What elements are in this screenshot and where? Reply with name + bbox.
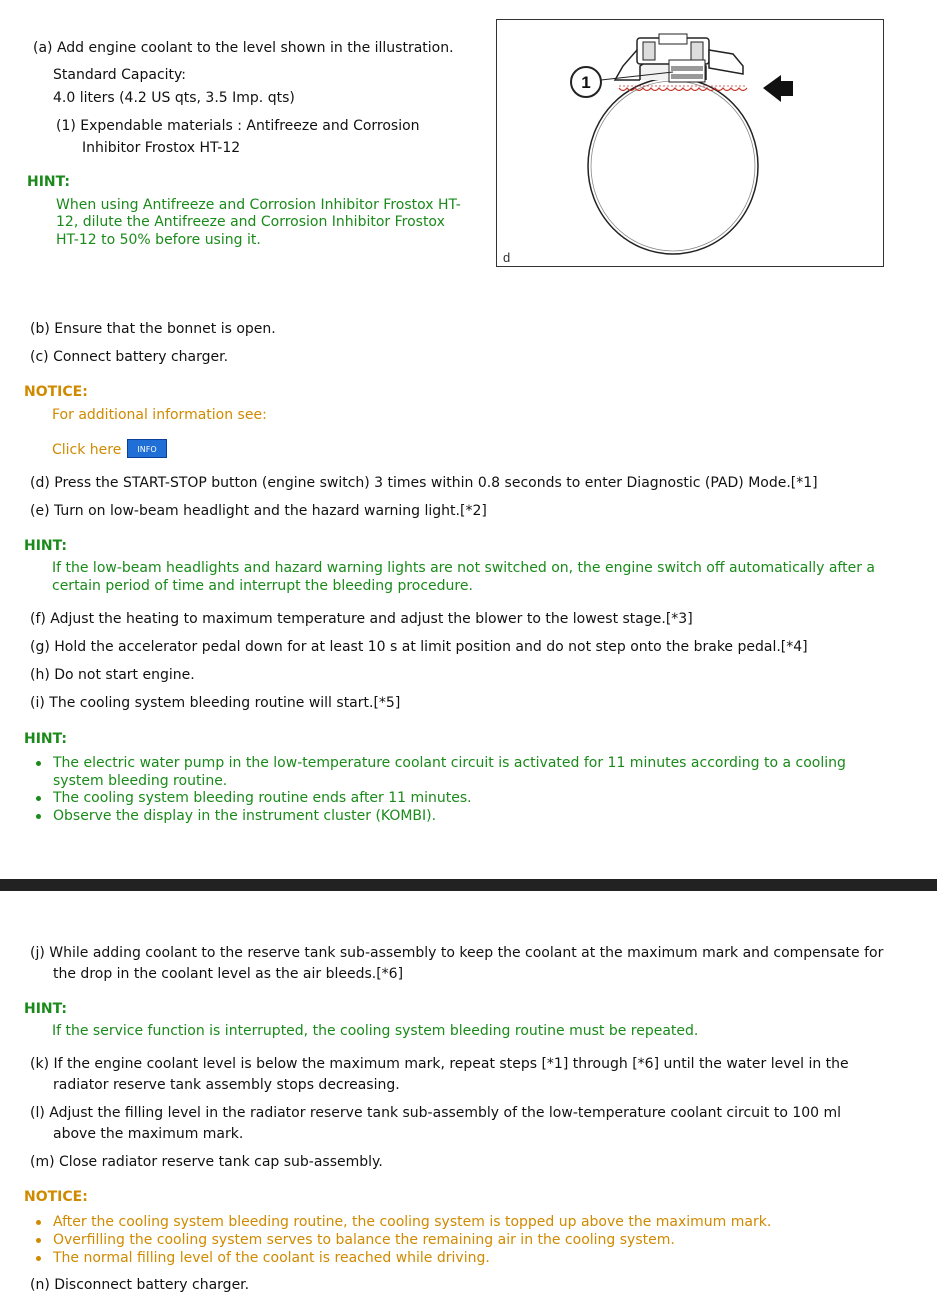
- step-j-cont: the drop in the coolant level as the air bleeds.[*6]: [53, 966, 404, 982]
- hint-label: HINT:: [27, 174, 71, 190]
- step-n: (n) Disconnect battery charger.: [30, 1277, 250, 1293]
- step-l: (l) Adjust the filling level in the radiator reserve tank sub-assembly of the low-temperature coolant circuit to 100 ml: [30, 1105, 842, 1121]
- level-arrow-icon: [763, 75, 793, 102]
- step-c: (c) Connect battery charger.: [30, 349, 229, 365]
- step-e: (e) Turn on low-beam headlight and the hazard warning light.[*2]: [30, 503, 487, 519]
- notice-text: For additional information see:: [52, 407, 267, 423]
- coolant-level-illustration: [496, 19, 884, 267]
- hint-text-line: If the service function is interrupted, the cooling system bleeding routine must be repeated.: [52, 1023, 699, 1039]
- reserve-tank-drawing: [497, 20, 883, 266]
- hint-label: HINT:: [24, 731, 68, 747]
- hint-bullet-text: Observe the display in the instrument cluster (KOMBI).: [53, 808, 437, 824]
- bullet-icon: [36, 1256, 41, 1261]
- step-f: (f) Adjust the heating to maximum temperature and adjust the blower to the lowest stage.[*3]: [30, 611, 693, 627]
- step-a-title: (a) Add engine coolant to the level shown in the illustration.: [33, 40, 454, 56]
- figure-corner-label: d: [503, 250, 511, 265]
- step-l-cont: above the maximum mark.: [53, 1126, 244, 1142]
- notice-bullet-text: Overfilling the cooling system serves to balance the remaining air in the cooling system.: [53, 1232, 675, 1248]
- hint-bullet-text: system bleeding routine.: [53, 773, 228, 789]
- hint-bullet-text: The electric water pump in the low-temperature coolant circuit is activated for 11 minutes according to a cooling: [53, 755, 846, 771]
- step-j: (j) While adding coolant to the reserve tank sub-assembly to keep the coolant at the maximum mark and compensate for: [30, 945, 884, 961]
- hint-text-line: 12, dilute the Antifreeze and Corrosion Inhibitor Frostox: [56, 214, 445, 230]
- hint-label: HINT:: [24, 538, 68, 554]
- notice-label: NOTICE:: [24, 384, 88, 400]
- notice-bullet-text: The normal filling level of the coolant is reached while driving.: [53, 1250, 490, 1266]
- capacity-label: Standard Capacity:: [53, 67, 187, 83]
- step-m: (m) Close radiator reserve tank cap sub-assembly.: [30, 1154, 383, 1170]
- capacity-value: 4.0 liters (4.2 US qts, 3.5 Imp. qts): [53, 90, 295, 106]
- hint-text-line: If the low-beam headlights and hazard warning lights are not switched on, the engine switch off automatically after a: [52, 560, 876, 576]
- step-i: (i) The cooling system bleeding routine will start.[*5]: [30, 695, 401, 711]
- hint-label: HINT:: [24, 1001, 68, 1017]
- step-g: (g) Hold the accelerator pedal down for at least 10 s at limit position and do not step onto the brake pedal.[*4]: [30, 639, 808, 655]
- bullet-icon: [36, 796, 41, 801]
- info-button[interactable]: INFO: [127, 439, 167, 458]
- bullet-icon: [36, 814, 41, 819]
- section-divider: [0, 879, 937, 891]
- bullet-icon: [36, 1238, 41, 1243]
- hint-text-line: certain period of time and interrupt the bleeding procedure.: [52, 578, 473, 594]
- notice-label: NOTICE:: [24, 1189, 88, 1205]
- bullet-icon: [36, 761, 41, 766]
- hint-text-line: HT-12 to 50% before using it.: [56, 232, 261, 248]
- click-here-link[interactable]: Click here: [52, 442, 122, 458]
- hint-bullet-text: The cooling system bleeding routine ends after 11 minutes.: [53, 790, 472, 806]
- step-k: (k) If the engine coolant level is below the maximum mark, repeat steps [*1] through [*6] until the water level in the: [30, 1056, 849, 1072]
- step-d: (d) Press the START-STOP button (engine switch) 3 times within 0.8 seconds to enter Diagnostic (PAD) Mode.[*1]: [30, 475, 818, 491]
- step-k-cont: radiator reserve tank assembly stops decreasing.: [53, 1077, 400, 1093]
- callout-number: 1: [581, 73, 591, 92]
- bullet-icon: [36, 1220, 41, 1225]
- step-h: (h) Do not start engine.: [30, 667, 195, 683]
- notice-bullet-text: After the cooling system bleeding routine, the cooling system is topped up above the maximum mark.: [53, 1214, 772, 1230]
- expendable-materials: (1) Expendable materials : Antifreeze and Corrosion: [56, 118, 420, 134]
- hint-text-line: When using Antifreeze and Corrosion Inhibitor Frostox HT-: [56, 197, 461, 213]
- expendable-materials-cont: Inhibitor Frostox HT-12: [82, 140, 241, 156]
- step-b: (b) Ensure that the bonnet is open.: [30, 321, 276, 337]
